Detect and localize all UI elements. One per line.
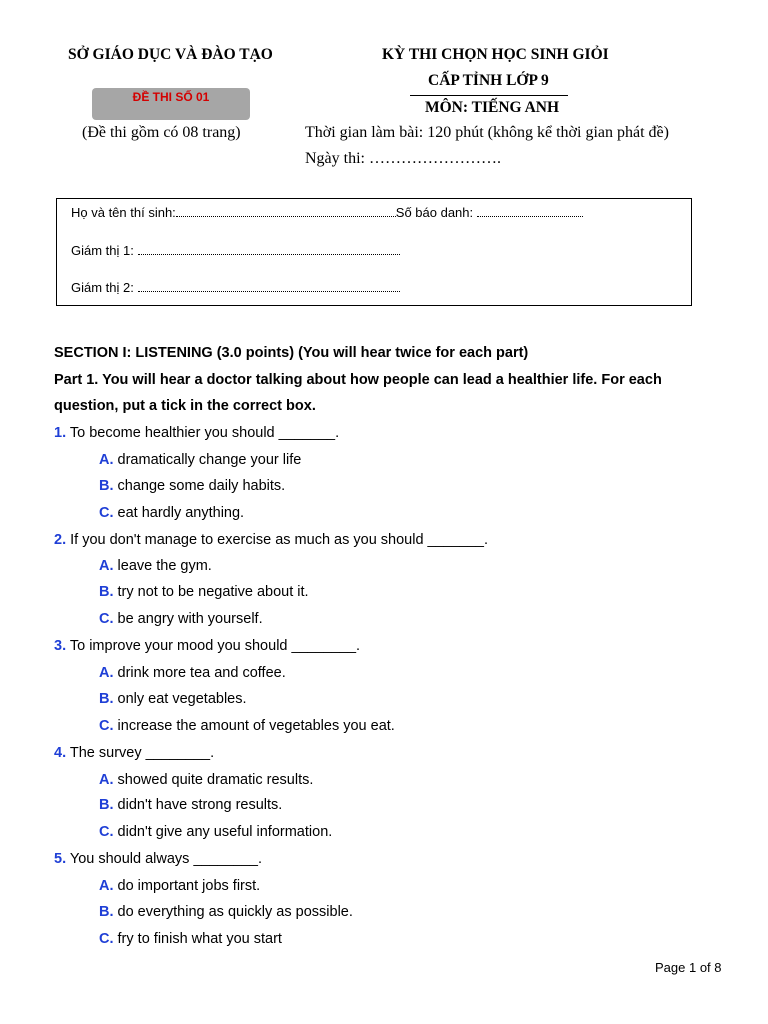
question-text: If you don't manage to exercise as much as you should _______. <box>66 532 489 548</box>
option-text: do everything as quickly as possible. <box>113 904 353 920</box>
option-text: be angry with yourself. <box>113 611 263 627</box>
question-2 <box>54 532 488 548</box>
option-text: fry to finish what you start <box>113 931 282 947</box>
option-letter: A. <box>99 452 114 468</box>
option-letter: A. <box>99 558 114 574</box>
q5-option-c[interactable] <box>99 931 282 947</box>
exam-code-text: ĐỀ THI SỐ 01 <box>132 90 210 104</box>
question-text: To become healthier you should _______. <box>66 425 340 441</box>
department-title: SỞ GIÁO DỤC VÀ ĐÀO TẠO <box>68 46 273 63</box>
q4-option-a[interactable] <box>99 772 313 788</box>
option-text: didn't have strong results. <box>113 797 283 813</box>
option-text: eat hardly anything. <box>113 505 245 521</box>
supervisor1-row <box>71 243 400 258</box>
question-number: 1. <box>54 425 67 441</box>
question-1 <box>54 425 339 441</box>
option-letter: C. <box>99 611 114 627</box>
exam-code-badge <box>92 88 250 120</box>
part-instruction-line1: Part 1. You will hear a doctor talking about how people can lead a healthier life. For each <box>54 372 662 388</box>
supervisor2-row <box>71 280 400 295</box>
question-text: The survey ________. <box>66 745 215 761</box>
q5-option-b[interactable] <box>99 904 353 920</box>
option-text: didn't give any useful information. <box>113 824 333 840</box>
q2-option-b[interactable] <box>99 584 309 600</box>
question-number: 5. <box>54 851 67 867</box>
option-text: drink more tea and coffee. <box>113 665 286 681</box>
q3-option-b[interactable] <box>99 691 247 707</box>
part-instruction-line2: question, put a tick in the correct box. <box>54 398 316 414</box>
supervisor2-label: Giám thị 2: <box>71 280 134 295</box>
exam-date: Ngày thi: ……………………. <box>305 150 501 167</box>
q3-option-c[interactable] <box>99 718 395 734</box>
q3-option-a[interactable] <box>99 665 286 681</box>
q1-option-a[interactable] <box>99 452 301 468</box>
option-text: only eat vegetables. <box>113 691 247 707</box>
q4-option-c[interactable] <box>99 824 332 840</box>
time-note: Thời gian làm bài: 120 phút (không kể thời gian phát đề) <box>305 124 669 141</box>
q4-option-b[interactable] <box>99 797 282 813</box>
exam-title: KỲ THI CHỌN HỌC SINH GIỎI <box>382 46 609 63</box>
name-row <box>71 205 583 220</box>
title-divider <box>410 95 568 96</box>
supervisor1-field[interactable] <box>138 244 400 255</box>
section-title: SECTION I: LISTENING (3.0 points) (You will hear twice for each part) <box>54 345 529 361</box>
q1-option-c[interactable] <box>99 505 244 521</box>
question-number: 2. <box>54 532 67 548</box>
supervisor1-label: Giám thị 1: <box>71 243 134 258</box>
q1-option-b[interactable] <box>99 478 285 494</box>
q5-option-a[interactable] <box>99 878 260 894</box>
pages-note: (Đề thi gồm có 08 trang) <box>82 124 241 141</box>
supervisor2-field[interactable] <box>138 281 400 292</box>
option-text: change some daily habits. <box>113 478 286 494</box>
option-text: leave the gym. <box>113 558 212 574</box>
question-text: You should always ________. <box>66 851 263 867</box>
option-letter: B. <box>99 478 114 494</box>
option-text: increase the amount of vegetables you eat. <box>113 718 395 734</box>
option-letter: C. <box>99 505 114 521</box>
question-number: 3. <box>54 638 67 654</box>
question-5 <box>54 851 262 867</box>
question-4 <box>54 745 214 761</box>
name-label: Họ và tên thí sinh: <box>71 205 176 220</box>
option-letter: B. <box>99 904 114 920</box>
question-text: To improve your mood you should ________. <box>66 638 361 654</box>
q2-option-c[interactable] <box>99 611 263 627</box>
option-text: dramatically change your life <box>113 452 302 468</box>
option-text: showed quite dramatic results. <box>113 772 314 788</box>
option-text: do important jobs first. <box>113 878 261 894</box>
option-letter: C. <box>99 824 114 840</box>
option-letter: A. <box>99 878 114 894</box>
option-text: try not to be negative about it. <box>113 584 309 600</box>
option-letter: B. <box>99 691 114 707</box>
option-letter: A. <box>99 772 114 788</box>
option-letter: C. <box>99 931 114 947</box>
option-letter: C. <box>99 718 114 734</box>
id-field[interactable] <box>477 206 583 217</box>
exam-subject: MÔN: TIẾNG ANH <box>425 99 560 116</box>
id-label: Số báo danh: <box>395 205 474 220</box>
page-number: Page 1 of 8 <box>655 960 722 975</box>
q2-option-a[interactable] <box>99 558 212 574</box>
exam-level: CẤP TỈNH LỚP 9 <box>428 72 549 89</box>
question-3 <box>54 638 360 654</box>
option-letter: A. <box>99 665 114 681</box>
candidate-info-box <box>56 198 692 306</box>
option-letter: B. <box>99 797 114 813</box>
question-number: 4. <box>54 745 67 761</box>
option-letter: B. <box>99 584 114 600</box>
name-field[interactable] <box>176 206 396 217</box>
